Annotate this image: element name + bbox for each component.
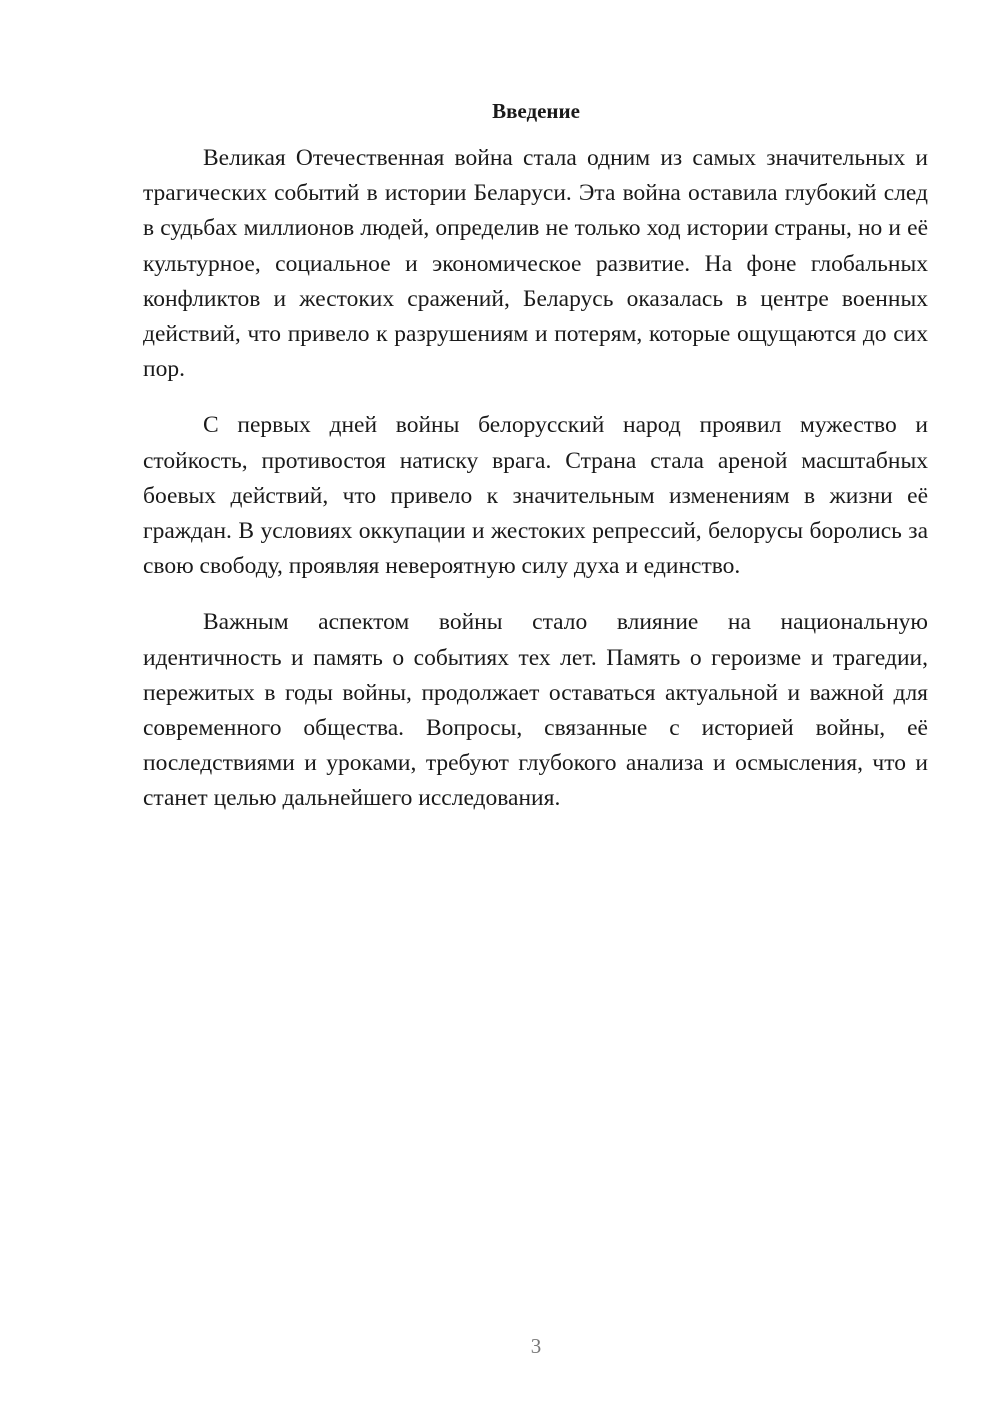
paragraph-2: С первых дней войны белорусский народ проявил мужество и стойкость, противостоя натиску врага. Страна стала ареной масштабных боевых действий, что привело к значительным изменениям в жизни её граждан. В условиях оккупации и жестоких репрессий, белорусы боролись за свою свободу, проявляя невероятную силу духа и единство. [143, 412, 928, 580]
document-body [143, 141, 928, 817]
paragraph-1: Великая Отечественная война стала одним из самых значительных и трагических событий в истории Беларуси. Эта война оставила глубокий след в судьбах миллионов людей, определив не только ход истории страны, но и её культурное, социальное и экономическое развитие. На фоне глобальных конфликтов и жестоких сражений, Беларусь оказалась в центре военных действий, что привело к разрушениям и потерям, которые ощущаются до сих пор. [143, 145, 928, 383]
section-heading: Введение [492, 99, 580, 123]
paragraph-3: Важным аспектом войны стало влияние на национальную идентичность и память о событиях тех лет. Память о героизме и трагедии, пережитых в годы войны, продолжает оставаться актуальной и важной для современного общества. Вопросы, связанные с историей войны, её последствиями и уроками, требуют глубокого анализа и осмысления, что и станет целью дальнейшего исследования. [143, 609, 928, 812]
page-number: 3 [530, 1334, 542, 1358]
